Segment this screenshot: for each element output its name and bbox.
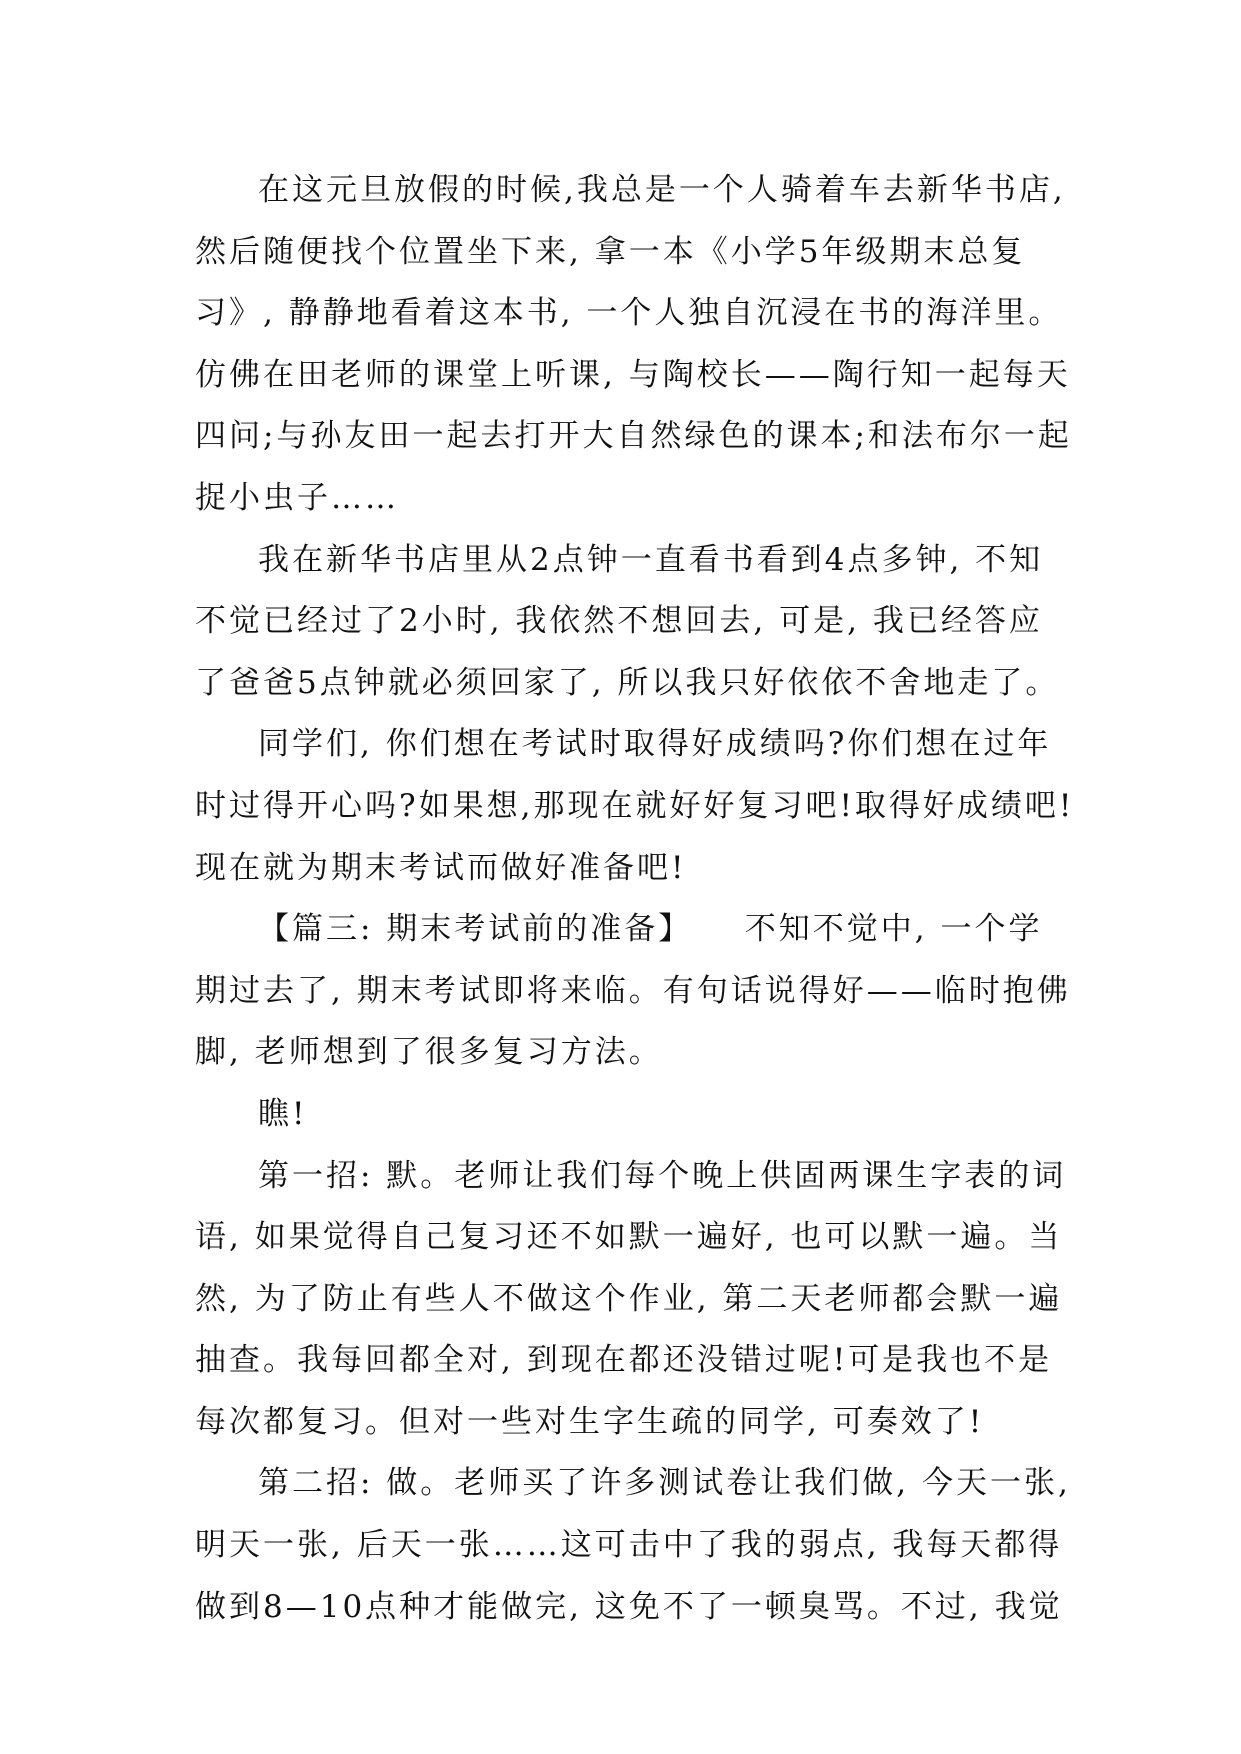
text-line: 期过去了, 期末考试即将来临。有句话说得好——临时抱佛 xyxy=(195,972,1071,1009)
text-line: 现在就为期末考试而做好准备吧! xyxy=(195,849,687,886)
text-line: 瞧! xyxy=(258,1095,308,1132)
text-line: 第二招: 做。老师买了许多测试卷让我们做, 今天一张, xyxy=(258,1465,1071,1502)
text-line: 时过得开心吗?如果想,那现在就好好复习吧!取得好成绩吧! xyxy=(195,787,1075,824)
text-line: 仿佛在田老师的课堂上听课, 与陶校长——陶行知一起每天 xyxy=(195,356,1071,393)
text-line: 习》, 静静地看着这本书, 一个人独自沉浸在书的海洋里。 xyxy=(195,295,1063,332)
text-line: 捉小虫子…… xyxy=(195,479,399,516)
body-text xyxy=(195,160,1075,1638)
text-line: 同学们, 你们想在考试时取得好成绩吗?你们想在过年 xyxy=(258,726,1052,763)
text-line: 我在新华书店里从2点钟一直看书看到4点多钟, 不知 xyxy=(258,541,1044,578)
text-line: 语, 如果觉得自己复习还不如默一遍好, 也可以默一遍。当 xyxy=(195,1219,1063,1256)
text-line: 不觉已经过了2小时, 我依然不想回去, 可是, 我已经答应 xyxy=(195,603,1043,640)
text-line: 明天一张, 后天一张……这可击中了我的弱点, 我每天都得 xyxy=(195,1527,1063,1564)
text-line: 【篇三: 期末考试前的准备】 不知不觉中, 一个学 xyxy=(258,911,1043,948)
text-line: 第一招: 默。老师让我们每个晚上供固两课生字表的词 xyxy=(258,1157,1067,1194)
text-line: 在这元旦放假的时候,我总是一个人骑着车去新华书店, xyxy=(258,172,1066,208)
text-line: 然, 为了防止有些人不做这个作业, 第二天老师都会默一遍 xyxy=(195,1280,1063,1317)
text-line: 然后随便找个位置坐下来, 拿一本《小学5年级期末总复 xyxy=(195,233,1026,270)
text-line: 做到8—10点种才能做完, 这免不了一顿臭骂。不过, 我觉 xyxy=(195,1588,1063,1625)
text-line: 四问;与孙友田一起去打开大自然绿色的课本;和法布尔一起 xyxy=(195,418,1072,455)
text-line: 脚, 老师想到了很多复习方法。 xyxy=(195,1034,663,1071)
text-line: 抽查。我每回都全对, 到现在都还没错过呢!可是我也不是 xyxy=(195,1342,1053,1379)
text-line: 每次都复习。但对一些对生字生疏的同学, 可奏效了! xyxy=(195,1403,985,1440)
text-line: 了爸爸5点钟就必须回家了, 所以我只好依依不舍地走了。 xyxy=(195,664,1060,701)
